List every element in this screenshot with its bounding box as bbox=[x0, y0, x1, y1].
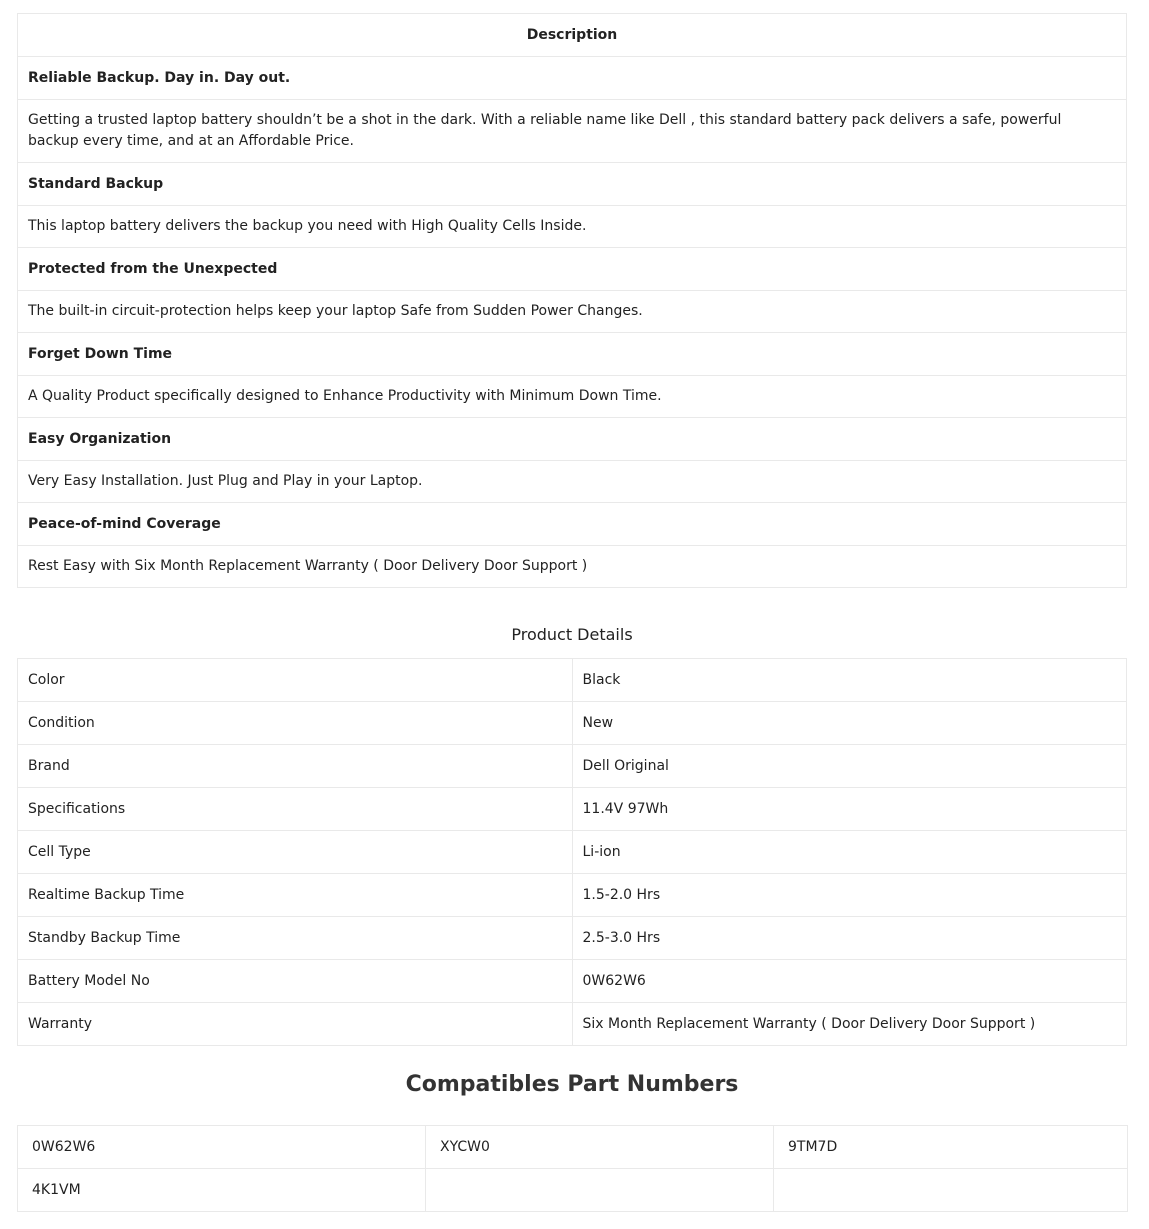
detail-label: Brand bbox=[18, 745, 573, 788]
description-row bbox=[18, 100, 1127, 163]
detail-row bbox=[18, 659, 1127, 702]
detail-label: Color bbox=[18, 659, 573, 702]
detail-value: Dell Original bbox=[572, 745, 1127, 788]
description-row bbox=[18, 163, 1127, 206]
description-row bbox=[18, 376, 1127, 418]
product-details-table bbox=[17, 658, 1127, 1046]
description-heading: Easy Organization bbox=[18, 418, 1127, 461]
compatible-parts-title: Compatibles Part Numbers bbox=[405, 1072, 739, 1097]
detail-value: Black bbox=[572, 659, 1127, 702]
part-number bbox=[774, 1169, 1128, 1212]
compatible-parts-table bbox=[17, 1125, 1128, 1212]
description-heading: Forget Down Time bbox=[18, 333, 1127, 376]
detail-value: New bbox=[572, 702, 1127, 745]
description-paragraph: Very Easy Installation. Just Plug and Play in your Laptop. bbox=[18, 461, 1127, 503]
description-table bbox=[17, 13, 1127, 588]
detail-row bbox=[18, 1003, 1127, 1046]
detail-label: Battery Model No bbox=[18, 960, 573, 1003]
detail-row bbox=[18, 745, 1127, 788]
part-number: XYCW0 bbox=[426, 1126, 774, 1169]
detail-value: 0W62W6 bbox=[572, 960, 1127, 1003]
detail-value: 11.4V 97Wh bbox=[572, 788, 1127, 831]
detail-label: Realtime Backup Time bbox=[18, 874, 573, 917]
part-row bbox=[18, 1169, 1128, 1212]
detail-row bbox=[18, 831, 1127, 874]
part-number bbox=[426, 1169, 774, 1212]
detail-row bbox=[18, 702, 1127, 745]
description-row bbox=[18, 248, 1127, 291]
part-number: 9TM7D bbox=[774, 1126, 1128, 1169]
product-details-title: Product Details bbox=[511, 625, 633, 644]
detail-value: 2.5-3.0 Hrs bbox=[572, 917, 1127, 960]
part-number: 0W62W6 bbox=[18, 1126, 426, 1169]
detail-label: Specifications bbox=[18, 788, 573, 831]
detail-row bbox=[18, 960, 1127, 1003]
detail-label: Warranty bbox=[18, 1003, 573, 1046]
description-heading: Protected from the Unexpected bbox=[18, 248, 1127, 291]
description-header: Description bbox=[18, 14, 1127, 57]
description-row bbox=[18, 333, 1127, 376]
description-row bbox=[18, 461, 1127, 503]
description-row bbox=[18, 546, 1127, 588]
detail-label: Cell Type bbox=[18, 831, 573, 874]
description-paragraph: Rest Easy with Six Month Replacement Warranty ( Door Delivery Door Support ) bbox=[18, 546, 1127, 588]
part-number: 4K1VM bbox=[18, 1169, 426, 1212]
description-paragraph: This laptop battery delivers the backup you need with High Quality Cells Inside. bbox=[18, 206, 1127, 248]
detail-row bbox=[18, 917, 1127, 960]
description-row bbox=[18, 206, 1127, 248]
description-row bbox=[18, 503, 1127, 546]
detail-label: Standby Backup Time bbox=[18, 917, 573, 960]
description-heading: Reliable Backup. Day in. Day out. bbox=[18, 57, 1127, 100]
detail-row bbox=[18, 874, 1127, 917]
description-row bbox=[18, 418, 1127, 461]
description-paragraph: Getting a trusted laptop battery shouldn’t be a shot in the dark. With a reliable name like Dell , this standard battery pack delivers a safe, powerful backup every time, and at an Affordable Price. bbox=[18, 100, 1127, 163]
description-heading: Standard Backup bbox=[18, 163, 1127, 206]
description-row bbox=[18, 291, 1127, 333]
description-paragraph: A Quality Product specifically designed to Enhance Productivity with Minimum Down Time. bbox=[18, 376, 1127, 418]
detail-value: Six Month Replacement Warranty ( Door Delivery Door Support ) bbox=[572, 1003, 1127, 1046]
description-heading: Peace-of-mind Coverage bbox=[18, 503, 1127, 546]
detail-value: Li-ion bbox=[572, 831, 1127, 874]
part-row bbox=[18, 1126, 1128, 1169]
detail-value: 1.5-2.0 Hrs bbox=[572, 874, 1127, 917]
detail-row bbox=[18, 788, 1127, 831]
detail-label: Condition bbox=[18, 702, 573, 745]
description-header-row bbox=[18, 14, 1127, 57]
description-paragraph: The built-in circuit-protection helps keep your laptop Safe from Sudden Power Changes. bbox=[18, 291, 1127, 333]
description-row bbox=[18, 57, 1127, 100]
